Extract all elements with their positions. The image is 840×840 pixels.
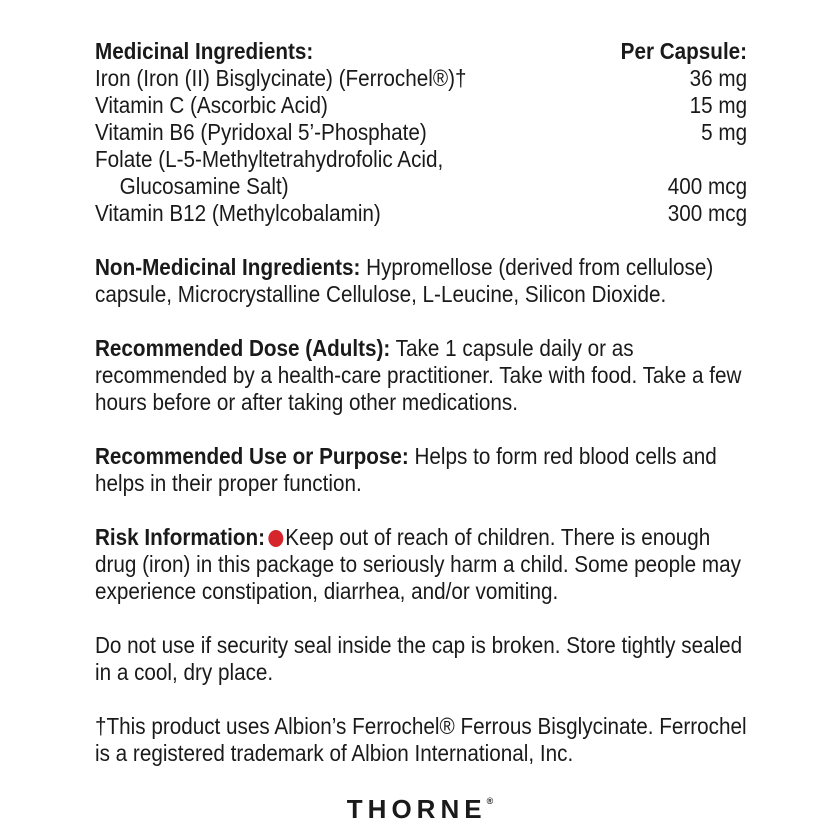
ingredient-name: Vitamin B12 (Methylcobalamin): [95, 200, 381, 226]
footnote-text: †This product uses Albion’s Ferrochel® Ferrous Bisglycinate. Ferrochel is a registered trademark of Albion International, Inc.: [95, 713, 747, 766]
ingredient-amount: 36 mg: [689, 65, 748, 91]
ingredient-row: [95, 65, 747, 92]
ingredient-name: Vitamin C (Ascorbic Acid): [95, 92, 328, 118]
use-text: Helps to form red blood cells and helps in their proper function.: [95, 443, 717, 496]
storage-text: Do not use if security seal inside the cap is broken. Store tightly sealed in a cool, dry place.: [95, 632, 743, 685]
ingredient-name-continued: Glucosamine Salt): [119, 173, 289, 199]
ingredient-row: [95, 119, 747, 146]
non-medicinal-heading: Non-Medicinal Ingredients:: [95, 254, 361, 280]
non-medicinal-text: Hypromellose (derived from cellulose) capsule, Microcrystalline Cellulose, L-Leucine, Silicon Dioxide.: [95, 254, 714, 307]
risk-section: [95, 524, 747, 605]
ingredient-amount: 300 mcg: [667, 200, 748, 226]
use-section: [95, 443, 747, 497]
ingredient-row: [95, 200, 747, 227]
non-medicinal-section: [95, 254, 747, 308]
ingredient-amount: 400 mcg: [667, 173, 748, 199]
dose-heading: Recommended Dose (Adults):: [95, 335, 391, 361]
ingredient-amount: 5 mg: [701, 119, 748, 145]
ingredient-name: Iron (Iron (II) Bisglycinate) (Ferrochel®)†: [95, 65, 467, 91]
brand-name: THORNE: [346, 794, 487, 824]
ingredient-name: Vitamin B6 (Pyridoxal 5’-Phosphate): [95, 119, 427, 145]
dose-section: [95, 335, 747, 416]
ingredients-header: [95, 38, 747, 65]
registered-mark: ®: [486, 796, 494, 806]
dose-text: Take 1 capsule daily or as recommended by a health-care practitioner. Take with food. Take a few hours before or after taking other medications.: [95, 335, 742, 415]
warning-dot-icon: [269, 530, 284, 547]
ingredient-amount: 15 mg: [689, 92, 748, 118]
risk-heading: Risk Information:: [95, 524, 266, 550]
brand-logo: [0, 794, 840, 825]
ingredient-row: [95, 92, 747, 119]
use-heading: Recommended Use or Purpose:: [95, 443, 409, 469]
per-capsule-heading: Per Capsule:: [620, 38, 748, 64]
footnote-section: [95, 713, 747, 767]
supplement-label: [95, 38, 747, 767]
risk-text: Keep out of reach of children. There is enough drug (iron) in this package to seriously harm a child. Some people may experience constipation, diarrhea, and/or vomiting.: [95, 524, 741, 604]
ingredient-name: Folate (L-5-Methyltetrahydrofolic Acid,: [95, 146, 444, 172]
storage-section: [95, 632, 747, 686]
ingredient-row: [95, 146, 747, 200]
ingredients-heading: Medicinal Ingredients:: [95, 38, 314, 64]
